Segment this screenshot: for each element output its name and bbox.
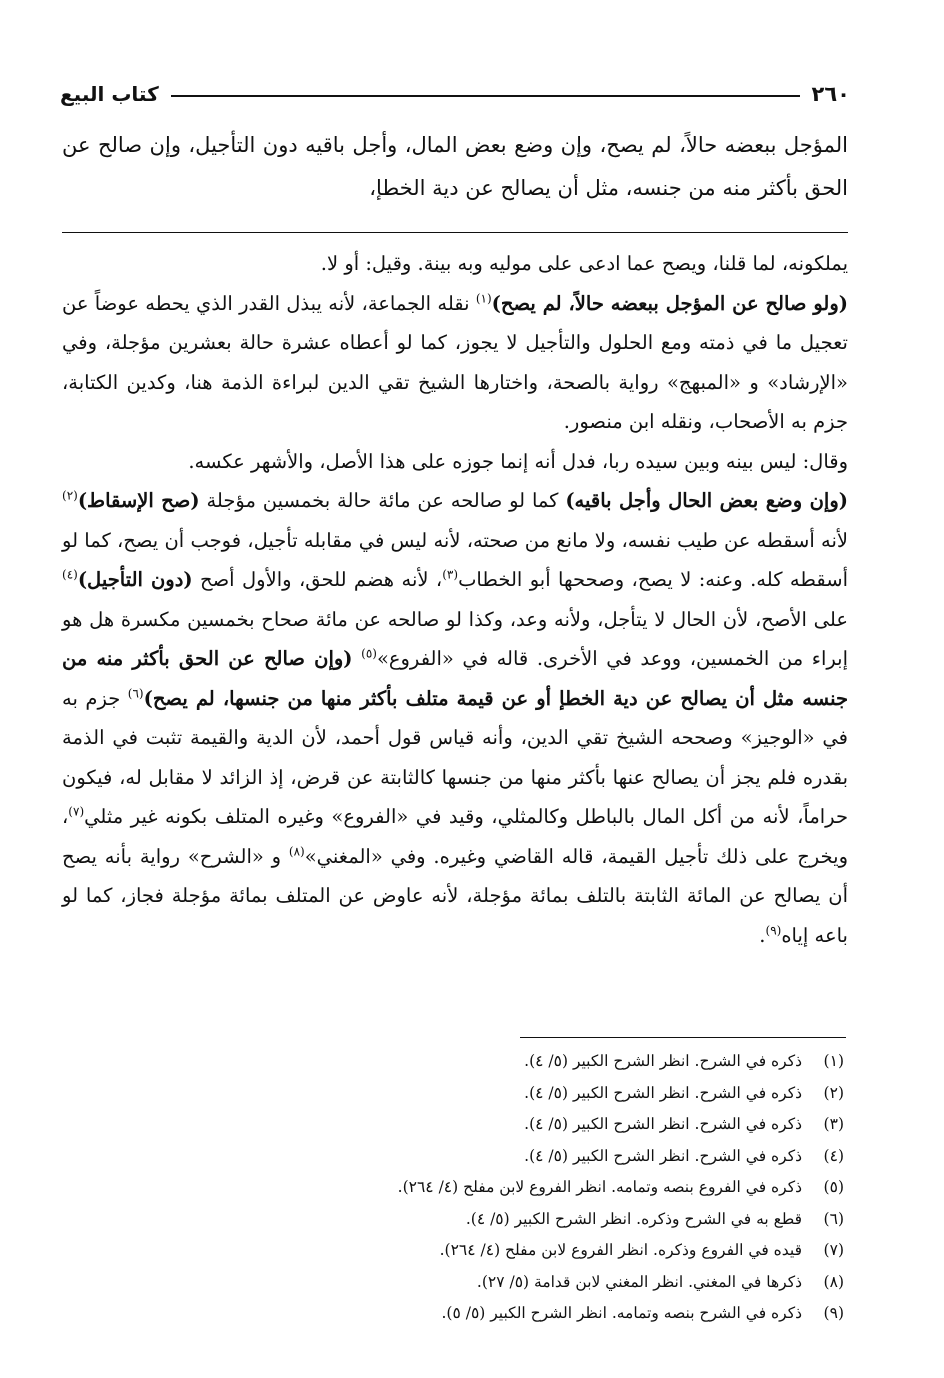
footnote-ref: (٣)	[442, 567, 459, 582]
footnote-number: (٤)	[823, 1146, 844, 1165]
sharh-commentary	[62, 244, 848, 955]
footnote-number: (١)	[823, 1052, 844, 1070]
footnote-number: (٣)	[823, 1115, 844, 1133]
footnote-number: (٨)	[823, 1272, 844, 1291]
commentary-text: .	[759, 923, 766, 947]
footnote-item	[120, 1204, 844, 1236]
footnotes	[120, 1046, 844, 1330]
footnote-ref: (٩)	[765, 923, 782, 937]
quoted-matn: (وإن صالح عن الحق بأكثر منه من جنسه مثل أن يصالح عن دية الخطإ أو عن قيمة متلف بأكثر منها من جنسها، لم يصح)	[62, 647, 849, 710]
footnote-ref: (٦)	[127, 686, 144, 700]
footnote-item	[120, 1172, 844, 1204]
quoted-matn: (دون التأجيل)	[77, 568, 193, 591]
matn-text: المؤجل ببعضه حالاً، لم يصح، وإن وضع بعض المال، وأجل باقيه دون التأجيل، وإن صالح عن الحق بأكثر منه من جنسه، مثل أن يصالح عن دية الخطإ،	[62, 133, 848, 200]
footnote-ref: (٧)	[68, 804, 85, 819]
commentary-text	[353, 647, 362, 670]
footnote-text: ذكره في الشرح. انظر الشرح الكبير (٥/ ٤).	[524, 1083, 802, 1102]
commentary-text: كما لو صالحه عن مائة حالة بخمسين مؤجلة	[199, 489, 566, 512]
footnote-text: قطع به في الشرح وذكره. انظر الشرح الكبير (٥/ ٤).	[465, 1209, 802, 1228]
footnote-item	[120, 1109, 844, 1141]
sharh-paragraph-4	[62, 481, 848, 955]
quoted-matn: (ولو صالح عن المؤجل ببعضه حالاً، لم يصح)	[491, 291, 848, 315]
running-header	[60, 66, 850, 106]
footnote-number: (٢)	[823, 1083, 844, 1102]
sharh-paragraph-2	[62, 284, 848, 442]
footnote-text: ذكره في الشرح. انظر الشرح الكبير (٥/ ٤).	[524, 1146, 802, 1165]
header-rule	[171, 95, 800, 97]
footnote-item	[120, 1078, 844, 1110]
footnote-ref: (١)	[475, 291, 492, 305]
footnote-text: ذكرها في المغني. انظر المغني لابن قدامة (٥/ ٢٧).	[476, 1272, 802, 1291]
footnote-item	[120, 1298, 844, 1330]
footnote-text: ذكره في الشرح. انظر الشرح الكبير (٥/ ٤).	[524, 1115, 802, 1133]
footnote-divider	[520, 1037, 846, 1038]
footnote-ref: (٥)	[361, 646, 377, 661]
footnote-number: (٩)	[823, 1304, 844, 1322]
matn-divider	[62, 232, 848, 233]
commentary-text: جزم به في «الوجيز» وصححه الشيخ تقي الدين، وأنه قياس قول أحمد، لأن الدية والقيمة تثبت في الذمة بقدره فلم يجز أن يصالح عنها بأكثر منها من جنسها كالثابتة عن قرض، إذ الزائد لا مقابل له، فيكون حراماً، لأنه من أكل المال بالباطل وكالمثلي، وقيد في «الفروع» وغيره المتلف بكونه غير مثلي	[62, 686, 848, 828]
footnote-item	[120, 1267, 844, 1299]
commentary-text: على الأصح، لأن الحال لا يتأجل، ولأنه وعد، وكذا لو صالحه عن مائة صحاح بخمسين مكسرة هل هو إبراء من الخمسين، ووعد في الأخرى. قاله في «الفروع»	[62, 607, 848, 670]
footnote-number: (٥)	[823, 1178, 844, 1196]
footnote-item	[120, 1235, 844, 1267]
commentary-text: نقله الجماعة، لأنه يبذل القدر الذي يحطه عوضاً عن تعجيل ما في ذمته ومع الحلول والتأجيل لا يجوز، كما لو أعطاه عشرة حالة بعشرين مؤجلة، وفي «الإرشاد» و «المبهج» رواية بالصحة، واختارها الشيخ تقي الدين لبراءة الذمة هنا، وكدين الكتابة، جزم به الأصحاب، ونقله ابن منصور.	[62, 291, 848, 433]
commentary-text: ، لأنه هضم للحق، والأول أصح	[192, 568, 443, 591]
commentary-text: لأنه أسقطه عن طيب نفسه، ولا مانع من صحته، لأنه ليس في مقابله تأجيل، فوجب أن يصح، كما لو أسقطه كله. وعنه: لا يصح، وصححها أبو الخطاب	[62, 528, 848, 591]
sharh-paragraph-1: يملكونه، لما قلنا، ويصح عما ادعى على موليه وبه بينة. وقيل: أو لا.	[320, 252, 848, 275]
commentary-text: و «الشرح» رواية بأنه يصح أن يصالح عن المائة الثابتة بالتلف بمائة مؤجلة، لأنه عاوض عن المتلف بمائة مؤجلة فجاز، كما لو باعه إياه	[62, 844, 848, 947]
quoted-matn: (صح الإسقاط)	[77, 489, 200, 512]
footnote-number: (٦)	[823, 1209, 844, 1228]
commentary-text: ، ويخرج على ذلك تأجيل القيمة، قاله القاضي وغيره. وفي «المغني»	[62, 805, 848, 868]
footnote-text: قيده في الفروع وذكره. انظر الفروع لابن مفلح (٤/ ٢٦٤).	[439, 1241, 802, 1259]
footnote-number: (٧)	[823, 1241, 844, 1259]
page-number: ٢٦٠	[811, 82, 850, 106]
footnote-text: ذكره في الشرح بنصه وتمامه. انظر الشرح الكبير (٥/ ٥).	[441, 1304, 802, 1322]
sharh-paragraph-3: وقال: ليس بينه وبين سيده ربا، فدل أنه إنما جوزه على هذا الأصل، والأشهر عكسه.	[188, 449, 848, 473]
book-title: كتاب البيع	[60, 82, 159, 106]
quoted-matn: (وإن وضع بعض الحال وأجل باقيه)	[565, 489, 848, 512]
footnote-item	[120, 1046, 844, 1078]
footnote-ref: (٤)	[62, 567, 78, 582]
footnote-ref: (٢)	[62, 488, 78, 503]
footnote-text: ذكره في الشرح. انظر الشرح الكبير (٥/ ٤).	[524, 1052, 802, 1070]
footnote-item	[120, 1141, 844, 1173]
footnote-text: ذكره في الفروع بنصه وتمامه. انظر الفروع لابن مفلح (٤/ ٢٦٤).	[397, 1178, 802, 1196]
footnote-ref: (٨)	[288, 844, 305, 858]
